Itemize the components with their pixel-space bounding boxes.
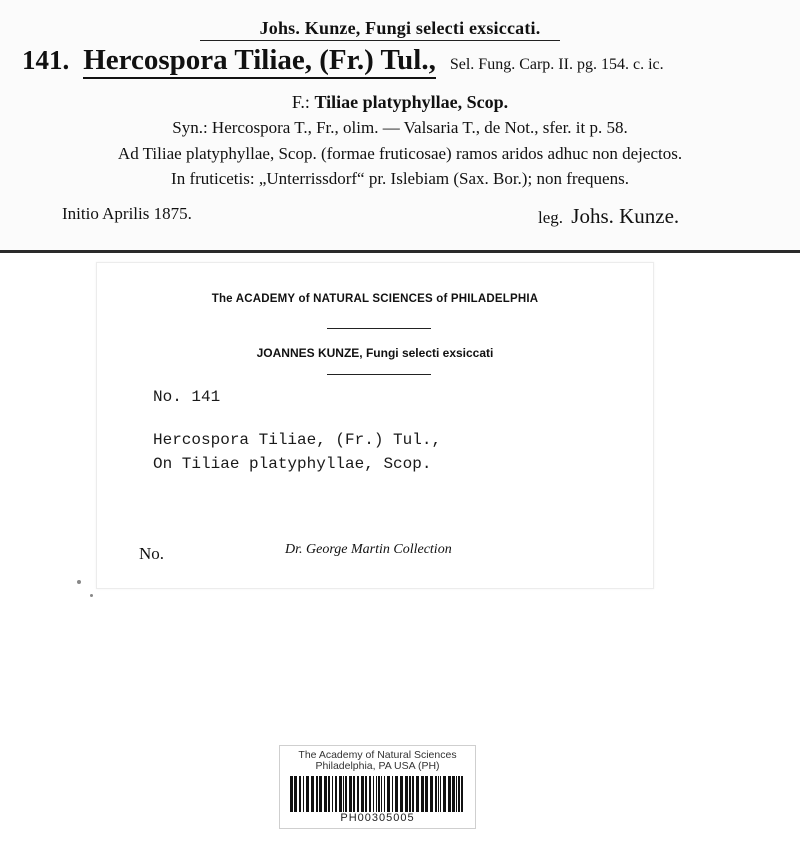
barcode-bar xyxy=(376,776,377,812)
barcode-bar xyxy=(324,776,327,812)
specimen-number: 141. xyxy=(22,45,70,75)
barcode-bar xyxy=(365,776,367,812)
barcode-bar xyxy=(448,776,451,812)
legit-prefix: leg. xyxy=(538,208,564,227)
barcode-bar xyxy=(440,776,441,812)
host-prefix: F.: xyxy=(291,92,310,112)
barcode-bar xyxy=(306,776,309,812)
barcode-bar xyxy=(369,776,371,812)
barcode-bar xyxy=(384,776,385,812)
barcode-bar xyxy=(416,776,419,812)
speck xyxy=(77,580,81,584)
barcode-bar xyxy=(373,776,374,812)
series-underline xyxy=(200,40,560,41)
barcode-bar xyxy=(458,776,460,812)
academy-header: The ACADEMY of NATURAL SCIENCES of PHILADELPHIA xyxy=(211,293,539,305)
barcode-bar xyxy=(425,776,428,812)
barcode-bar xyxy=(438,776,439,812)
barcode-bar xyxy=(430,776,433,812)
barcode-bar xyxy=(387,776,390,812)
barcode-bar xyxy=(328,776,330,812)
barcode-bar xyxy=(349,776,352,812)
barcode-bar xyxy=(335,776,337,812)
locality-line: In fruticetis: „Unterrissdorf“ pr. Islebiam (Sax. Bor.); non frequens. xyxy=(171,169,629,188)
barcode-bar xyxy=(378,776,380,812)
typed-number: No. 141 xyxy=(153,388,221,406)
barcode-bar xyxy=(381,776,382,812)
specimen-headline xyxy=(22,44,664,77)
barcode-bar xyxy=(443,776,446,812)
substrate-line: Ad Tiliae platyphyllae, Scop. (formae fruticosae) ramos aridos adhuc non dejectos. xyxy=(117,144,683,163)
divider xyxy=(327,374,431,375)
barcode-bar xyxy=(294,776,297,812)
barcode-bar xyxy=(343,776,344,812)
typed-species: Hercospora Tiliae, (Fr.) Tul., xyxy=(153,431,442,449)
barcode-bar xyxy=(461,776,463,812)
barcode-bar xyxy=(316,776,318,812)
collection-date: Initio Aprilis 1875. xyxy=(62,204,192,223)
host-name: Tiliae platyphyllae, Scop. xyxy=(314,92,509,112)
barcode-bar xyxy=(412,776,414,812)
divider xyxy=(327,328,431,329)
barcode-bar xyxy=(357,776,359,812)
barcode-bar xyxy=(400,776,403,812)
legit-line xyxy=(538,204,679,229)
barcode-bar xyxy=(421,776,424,812)
barcode-bar xyxy=(435,776,437,812)
barcode-bar xyxy=(361,776,364,812)
host-line xyxy=(0,92,800,113)
collector-name: Johs. Kunze. xyxy=(571,204,680,228)
species-name: Hercospora Tiliae, (Fr.) Tul., xyxy=(83,44,436,79)
barcode-number: PH00305005 xyxy=(340,812,415,824)
academy-label xyxy=(96,262,654,589)
barcode-bar xyxy=(339,776,342,812)
barcode-bar xyxy=(395,776,398,812)
synonymy-line: Syn.: Hercospora T., Fr., olim. — Valsaria T., de Not., sfer. it p. 58. xyxy=(172,118,628,137)
no-field-label: No. xyxy=(139,544,165,563)
barcode-bar xyxy=(409,776,411,812)
barcode-bar xyxy=(392,776,393,812)
barcode-tag xyxy=(279,745,476,829)
barcode-location: Philadelphia, PA USA (PH) xyxy=(315,760,440,772)
barcode-bar xyxy=(311,776,314,812)
literature-reference: Sel. Fung. Carp. II. pg. 154. c. ic. xyxy=(449,56,664,73)
barcode-image xyxy=(290,776,465,812)
typed-host: On Tiliae platyphyllae, Scop. xyxy=(153,455,432,473)
barcode-institution: The Academy of Natural Sciences xyxy=(298,749,457,761)
barcode-bar xyxy=(345,776,347,812)
barcode-bar xyxy=(332,776,333,812)
collection-name: Dr. George Martin Collection xyxy=(285,542,452,557)
barcode-bar xyxy=(353,776,355,812)
academy-series: JOANNES KUNZE, Fungi selecti exsiccati xyxy=(256,346,494,360)
barcode-bar xyxy=(290,776,293,812)
series-title: Johs. Kunze, Fungi selecti exsiccati. xyxy=(259,18,541,38)
barcode-bar xyxy=(456,776,457,812)
barcode-bar xyxy=(299,776,301,812)
exsiccata-label xyxy=(0,0,800,253)
barcode-bar xyxy=(405,776,408,812)
speck xyxy=(90,594,93,597)
barcode-bar xyxy=(319,776,322,812)
barcode-bar xyxy=(303,776,304,812)
barcode-bar xyxy=(452,776,455,812)
